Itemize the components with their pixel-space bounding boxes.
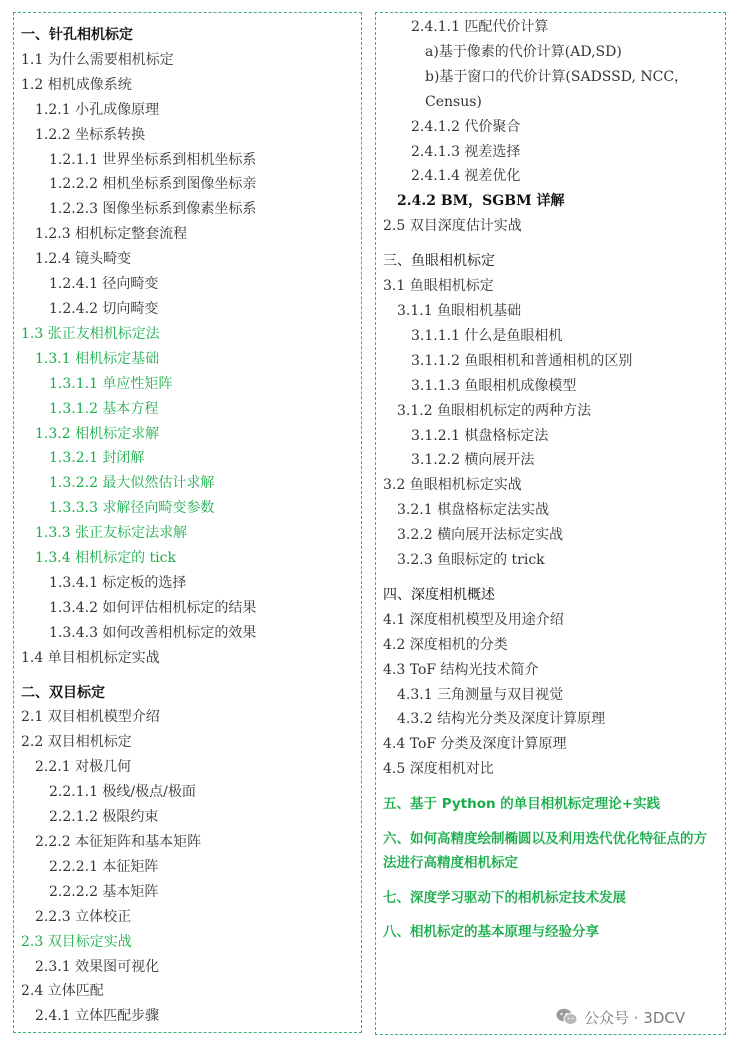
toc-entry: 2.4.1.4 视差优化 [411,168,521,185]
toc-entry: 2.4 立体匹配 [21,983,104,1000]
toc-entry: 1.3.4.3 如何改善相机标定的效果 [49,624,257,641]
toc-entry: 2.1 双目相机模型介绍 [21,709,160,726]
toc-entry: 2.2 双目相机标定 [21,734,132,751]
toc-entry: 2.2.2.1 本征矩阵 [49,858,159,875]
toc-entry: 3.1.1.1 什么是鱼眼相机 [411,327,563,344]
toc-entry: 2.2.1.2 极限约束 [49,809,159,826]
toc-entry: 4.1 深度相机模型及用途介绍 [383,611,564,628]
toc-entry-highlighted: 1.3.1.2 基本方程 [49,400,159,417]
section-gap [376,573,725,583]
toc-entry: 3.2 鱼眼相机标定实战 [383,477,522,494]
section-heading: 四、深度相机概述 [383,586,495,603]
toc-entry: 3.1.2.2 横向展开法 [411,452,535,469]
toc-entry: 2.2.2 本征矩阵和基本矩阵 [35,834,202,850]
chapter-heading-highlighted: 六、如何高精度绘制椭圆以及利用迭代优化特征点的方法进行高精度相机标定 [383,830,707,872]
toc-entry-highlighted: 1.3.2.1 封闭解 [49,450,145,467]
toc-entry: 2.4.1.1 匹配代价计算 [411,19,549,35]
toc-entry: 2.4.2 BM，SGBM 详解 [397,193,565,210]
toc-entry: 1.2.1 小孔成像原理 [35,101,160,118]
toc-left-column [13,12,362,1033]
toc-entry-highlighted: 1.3.3.3 求解径向畸变参数 [49,500,215,517]
toc-entry: 3.2.3 鱼眼标定的 trick [397,552,545,569]
toc-entry: 1.2.4.2 切向畸变 [49,300,159,317]
section-heading: 一、针孔相机标定 [21,27,133,43]
toc-entry: 4.5 深度相机对比 [383,761,494,778]
section-heading: 三、鱼眼相机标定 [383,253,495,270]
toc-entry: 3.2.1 棋盘格标定法实战 [397,502,550,519]
wechat-icon [556,1008,578,1026]
toc-entry: 2.2.1 对极几何 [35,759,132,776]
toc-entry-highlighted: 1.3.2 相机标定求解 [35,425,160,442]
toc-entry: 3.1.1 鱼眼相机基础 [397,302,522,319]
toc-entry: 2.4.1.2 代价聚合 [411,118,521,135]
chapter-heading-highlighted: 七、深度学习驱动下的相机标定技术发展 [383,889,626,906]
toc-entry-highlighted: 1.3.3 张正友标定法求解 [35,525,188,542]
toc-entry: 1.4 单目相机标定实战 [21,649,160,666]
toc-entry: 2.2.3 立体校正 [35,908,132,925]
toc-entry: 3.1.2 鱼眼相机标定的两种方法 [397,402,592,419]
toc-entry: 2.3.1 效果图可视化 [35,958,160,975]
toc-entry-highlighted: 1.3.2.2 最大似然估计求解 [49,475,215,492]
toc-entry: 2.4.1 立体匹配步骤 [35,1008,160,1025]
toc-entry: 3.2.2 横向展开法标定实战 [397,527,564,544]
toc-entry: 1.2.1.1 世界坐标系到相机坐标系 [49,151,257,168]
toc-entry: 1.2.2.2 相机坐标系到图像坐标亲 [49,176,257,193]
toc-entry: 4.3.1 三角测量与双目视觉 [397,686,564,703]
watermark [556,1004,685,1030]
toc-entry: b)基于窗口的代价计算(SADSSD, NCC， [425,68,689,85]
toc-entry: 3.1 鱼眼相机标定 [383,278,494,295]
watermark-text: 公众号 · 3DCV [584,1008,686,1027]
toc-entry: 2.5 双目深度估计实战 [383,218,522,235]
chapter-heading-highlighted: 八、相机标定的基本原理与经验分享 [383,924,599,941]
toc-entry: 1.2.2.3 图像坐标系到像素坐标系 [49,201,257,218]
toc-entry: a)基于像素的代价计算(AD,SD) [425,43,622,60]
toc-entry: 4.4 ToF 分类及深度计算原理 [383,736,567,753]
toc-entry: 1.2.2 坐标系转换 [35,126,146,143]
section-heading: 二、双目标定 [21,684,105,701]
toc-entry-highlighted: 1.3 张正友相机标定法 [21,325,160,342]
toc-entry: 1.2.4.1 径向畸变 [49,276,159,293]
toc-entry: 3.1.2.1 棋盘格标定法 [411,427,549,444]
toc-entry-highlighted: 1.3.1 相机标定基础 [35,350,160,367]
toc-entry: 1.2.3 相机标定整套流程 [35,226,188,243]
section-gap [376,782,725,792]
toc-entry-highlighted: 1.3.1.1 单应性矩阵 [49,375,173,392]
section-gap [376,817,725,827]
toc-right-column [375,12,726,1035]
toc-entry: 3.1.1.3 鱼眼相机成像模型 [411,377,577,394]
toc-entry: 3.1.1.2 鱼眼相机和普通相机的区别 [411,352,633,369]
toc-entry: 1.3.4.1 标定板的选择 [49,574,187,591]
toc-entry: 4.3.2 结构光分类及深度计算原理 [397,711,606,728]
toc-entry: 4.2 深度相机的分类 [383,636,508,653]
toc-entry-highlighted: 2.3 双目标定实战 [21,933,132,950]
toc-entry: Census) [425,93,482,110]
toc-entry: 1.2.4 镜头畸变 [35,251,132,268]
section-gap [376,239,725,249]
section-gap [376,910,725,920]
toc-entry-highlighted: 1.3.4 相机标定的 tick [35,550,176,567]
section-gap [376,876,725,886]
toc-entry: 1.1 为什么需要相机标定 [21,51,174,68]
toc-entry: 2.4.1.3 视差选择 [411,143,521,160]
toc-entry: 4.3 ToF 结构光技术简介 [383,661,539,678]
toc-entry: 1.2 相机成像系统 [21,76,132,93]
toc-entry: 1.3.4.2 如何评估相机标定的结果 [49,599,257,616]
section-gap [14,671,361,681]
chapter-heading-highlighted: 五、基于 Python 的单目相机标定理论+实践 [383,796,661,813]
toc-entry: 2.2.2.2 基本矩阵 [49,883,159,900]
toc-entry: 2.2.1.1 极线/极点/极面 [49,784,196,801]
